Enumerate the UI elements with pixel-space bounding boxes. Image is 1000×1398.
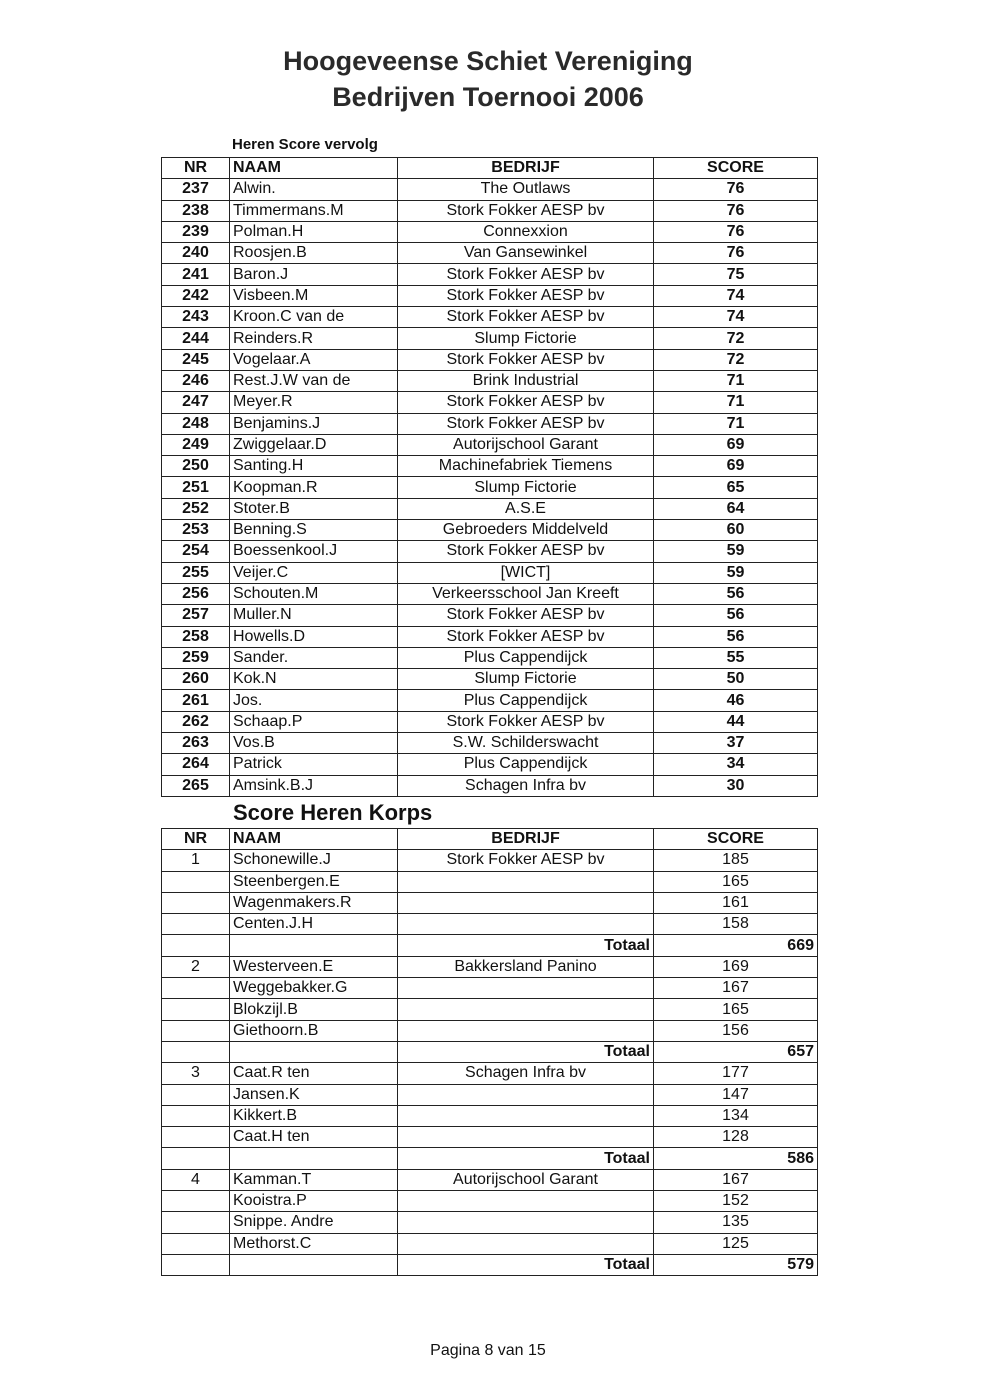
row-naam: Meyer.R xyxy=(230,392,398,413)
total-label: Totaal xyxy=(398,1148,654,1169)
row-bedrijf: Verkeersschool Jan Kreeft xyxy=(398,583,654,604)
member-naam: Blokzijl.B xyxy=(230,999,398,1020)
row-nr: 255 xyxy=(162,562,230,583)
row-nr: 261 xyxy=(162,690,230,711)
table-row xyxy=(162,669,818,690)
row-bedrijf: Stork Fokker AESP bv xyxy=(398,200,654,221)
row-naam: Muller.N xyxy=(230,605,398,626)
team-bedrijf: Autorijschool Garant xyxy=(398,1169,654,1190)
row-nr: 257 xyxy=(162,605,230,626)
row-bedrijf: Slump Fictorie xyxy=(398,477,654,498)
member-naam: Giethoorn.B xyxy=(230,1020,398,1041)
row-bedrijf: [WICT] xyxy=(398,562,654,583)
member-score: 152 xyxy=(654,1191,818,1212)
row-score: 71 xyxy=(654,413,818,434)
header-naam: NAAM xyxy=(230,829,398,850)
header-bedrijf: BEDRIJF xyxy=(398,158,654,179)
row-naam: Veijer.C xyxy=(230,562,398,583)
row-naam: Vogelaar.A xyxy=(230,349,398,370)
row-nr: 254 xyxy=(162,541,230,562)
row-nr: 259 xyxy=(162,647,230,668)
row-bedrijf: Brink Industrial xyxy=(398,370,654,391)
total-naam-empty xyxy=(230,1254,398,1275)
team-bedrijf xyxy=(398,1084,654,1105)
row-score: 72 xyxy=(654,349,818,370)
row-nr: 241 xyxy=(162,264,230,285)
table-row xyxy=(162,328,818,349)
member-score: 158 xyxy=(654,914,818,935)
row-nr: 263 xyxy=(162,733,230,754)
table-row xyxy=(162,626,818,647)
page-title: Hoogeveense Schiet Vereniging xyxy=(283,46,693,76)
row-naam: Vos.B xyxy=(230,733,398,754)
row-bedrijf: Van Gansewinkel xyxy=(398,243,654,264)
total-naam-empty xyxy=(230,1041,398,1062)
row-bedrijf: Plus Cappendijck xyxy=(398,647,654,668)
row-score: 65 xyxy=(654,477,818,498)
table-row xyxy=(162,520,818,541)
member-score: 165 xyxy=(654,999,818,1020)
team-bedrijf: Stork Fokker AESP bv xyxy=(398,850,654,871)
team-nr xyxy=(162,1191,230,1212)
member-naam: Schonewille.J xyxy=(230,850,398,871)
table-row xyxy=(162,690,818,711)
row-nr: 243 xyxy=(162,307,230,328)
team-bedrijf xyxy=(398,892,654,913)
member-naam: Caat.R ten xyxy=(230,1063,398,1084)
member-naam: Centen.J.H xyxy=(230,914,398,935)
total-nr-empty xyxy=(162,1041,230,1062)
member-naam: Snippe. Andre xyxy=(230,1212,398,1233)
team-member-row xyxy=(162,956,818,977)
total-nr-empty xyxy=(162,1148,230,1169)
row-bedrijf: Stork Fokker AESP bv xyxy=(398,285,654,306)
row-bedrijf: Slump Fictorie xyxy=(398,328,654,349)
team-member-row xyxy=(162,1063,818,1084)
table-row xyxy=(162,179,818,200)
row-score: 75 xyxy=(654,264,818,285)
row-naam: Benjamins.J xyxy=(230,413,398,434)
row-naam: Benning.S xyxy=(230,520,398,541)
row-score: 59 xyxy=(654,562,818,583)
header-score: SCORE xyxy=(654,829,818,850)
team-member-row xyxy=(162,1233,818,1254)
team-bedrijf xyxy=(398,1105,654,1126)
row-naam: Rest.J.W van de xyxy=(230,370,398,391)
row-bedrijf: Plus Cappendijck xyxy=(398,754,654,775)
table-row xyxy=(162,434,818,455)
table-row xyxy=(162,775,818,796)
row-score: 71 xyxy=(654,370,818,391)
row-naam: Reinders.R xyxy=(230,328,398,349)
row-score: 50 xyxy=(654,669,818,690)
row-naam: Visbeen.M xyxy=(230,285,398,306)
total-nr-empty xyxy=(162,1254,230,1275)
team-member-row xyxy=(162,1212,818,1233)
row-naam: Sander. xyxy=(230,647,398,668)
total-value: 669 xyxy=(654,935,818,956)
row-nr: 262 xyxy=(162,711,230,732)
table-row xyxy=(162,349,818,370)
team-total-row xyxy=(162,935,818,956)
member-naam: Kooistra.P xyxy=(230,1191,398,1212)
row-naam: Koopman.R xyxy=(230,477,398,498)
section-title-heren-score: Heren Score vervolg xyxy=(232,136,378,153)
header-bedrijf: BEDRIJF xyxy=(398,829,654,850)
team-total-row xyxy=(162,1254,818,1275)
row-naam: Stoter.B xyxy=(230,498,398,519)
team-member-row xyxy=(162,1169,818,1190)
row-nr: 253 xyxy=(162,520,230,541)
row-bedrijf: Stork Fokker AESP bv xyxy=(398,307,654,328)
member-score: 167 xyxy=(654,978,818,999)
row-naam: Timmermans.M xyxy=(230,200,398,221)
team-nr xyxy=(162,999,230,1020)
total-nr-empty xyxy=(162,935,230,956)
table-row xyxy=(162,307,818,328)
row-nr: 249 xyxy=(162,434,230,455)
team-member-row xyxy=(162,1127,818,1148)
row-score: 72 xyxy=(654,328,818,349)
row-score: 64 xyxy=(654,498,818,519)
table-row xyxy=(162,392,818,413)
table-header-row xyxy=(162,829,818,850)
row-naam: Patrick xyxy=(230,754,398,775)
header-score: SCORE xyxy=(654,158,818,179)
row-score: 60 xyxy=(654,520,818,541)
row-score: 76 xyxy=(654,243,818,264)
row-score: 44 xyxy=(654,711,818,732)
row-bedrijf: Stork Fokker AESP bv xyxy=(398,541,654,562)
table-row xyxy=(162,477,818,498)
table-row xyxy=(162,200,818,221)
page-footer: Pagina 8 van 15 xyxy=(430,1342,546,1359)
row-bedrijf: S.W. Schilderswacht xyxy=(398,733,654,754)
row-score: 34 xyxy=(654,754,818,775)
row-naam: Polman.H xyxy=(230,221,398,242)
member-naam: Steenbergen.E xyxy=(230,871,398,892)
row-score: 56 xyxy=(654,626,818,647)
row-naam: Schouten.M xyxy=(230,583,398,604)
header-nr: NR xyxy=(162,829,230,850)
row-score: 55 xyxy=(654,647,818,668)
table-row xyxy=(162,754,818,775)
row-nr: 244 xyxy=(162,328,230,349)
row-score: 76 xyxy=(654,221,818,242)
table-row xyxy=(162,285,818,306)
table-row xyxy=(162,243,818,264)
row-bedrijf: Gebroeders Middelveld xyxy=(398,520,654,541)
row-nr: 237 xyxy=(162,179,230,200)
korps-score-table xyxy=(161,828,818,1276)
row-score: 69 xyxy=(654,456,818,477)
row-score: 30 xyxy=(654,775,818,796)
team-nr xyxy=(162,1084,230,1105)
row-bedrijf: Autorijschool Garant xyxy=(398,434,654,455)
team-member-row xyxy=(162,1084,818,1105)
total-value: 586 xyxy=(654,1148,818,1169)
row-nr: 246 xyxy=(162,370,230,391)
member-score: 156 xyxy=(654,1020,818,1041)
team-bedrijf xyxy=(398,1212,654,1233)
total-value: 657 xyxy=(654,1041,818,1062)
row-bedrijf: Stork Fokker AESP bv xyxy=(398,392,654,413)
row-score: 37 xyxy=(654,733,818,754)
row-bedrijf: Stork Fokker AESP bv xyxy=(398,413,654,434)
row-naam: Baron.J xyxy=(230,264,398,285)
row-score: 69 xyxy=(654,434,818,455)
team-nr xyxy=(162,1212,230,1233)
row-naam: Amsink.B.J xyxy=(230,775,398,796)
total-label: Totaal xyxy=(398,935,654,956)
row-score: 56 xyxy=(654,605,818,626)
table-row xyxy=(162,647,818,668)
team-nr: 3 xyxy=(162,1063,230,1084)
team-total-row xyxy=(162,1148,818,1169)
row-naam: Howells.D xyxy=(230,626,398,647)
team-bedrijf xyxy=(398,999,654,1020)
row-bedrijf: Machinefabriek Tiemens xyxy=(398,456,654,477)
row-nr: 245 xyxy=(162,349,230,370)
member-naam: Kikkert.B xyxy=(230,1105,398,1126)
team-bedrijf: Bakkersland Panino xyxy=(398,956,654,977)
row-nr: 252 xyxy=(162,498,230,519)
team-member-row xyxy=(162,850,818,871)
team-nr xyxy=(162,1233,230,1254)
row-bedrijf: The Outlaws xyxy=(398,179,654,200)
team-nr xyxy=(162,1020,230,1041)
team-nr xyxy=(162,1105,230,1126)
team-member-row xyxy=(162,1105,818,1126)
row-naam: Alwin. xyxy=(230,179,398,200)
row-nr: 260 xyxy=(162,669,230,690)
row-naam: Jos. xyxy=(230,690,398,711)
row-nr: 247 xyxy=(162,392,230,413)
row-naam: Boessenkool.J xyxy=(230,541,398,562)
team-member-row xyxy=(162,999,818,1020)
row-score: 46 xyxy=(654,690,818,711)
member-naam: Caat.H ten xyxy=(230,1127,398,1148)
team-nr: 4 xyxy=(162,1169,230,1190)
team-nr xyxy=(162,914,230,935)
row-nr: 242 xyxy=(162,285,230,306)
total-naam-empty xyxy=(230,935,398,956)
team-bedrijf xyxy=(398,1020,654,1041)
member-naam: Westerveen.E xyxy=(230,956,398,977)
member-naam: Jansen.K xyxy=(230,1084,398,1105)
team-bedrijf: Schagen Infra bv xyxy=(398,1063,654,1084)
table-row xyxy=(162,605,818,626)
table-row xyxy=(162,711,818,732)
member-score: 125 xyxy=(654,1233,818,1254)
row-naam: Zwiggelaar.D xyxy=(230,434,398,455)
table-row xyxy=(162,221,818,242)
table-row xyxy=(162,583,818,604)
member-score: 161 xyxy=(654,892,818,913)
row-nr: 248 xyxy=(162,413,230,434)
team-bedrijf xyxy=(398,978,654,999)
total-label: Totaal xyxy=(398,1041,654,1062)
row-naam: Kok.N xyxy=(230,669,398,690)
header-nr: NR xyxy=(162,158,230,179)
member-naam: Weggebakker.G xyxy=(230,978,398,999)
row-nr: 250 xyxy=(162,456,230,477)
table-row xyxy=(162,456,818,477)
member-score: 147 xyxy=(654,1084,818,1105)
member-score: 134 xyxy=(654,1105,818,1126)
row-nr: 256 xyxy=(162,583,230,604)
team-member-row xyxy=(162,1191,818,1212)
row-bedrijf: Stork Fokker AESP bv xyxy=(398,711,654,732)
row-naam: Roosjen.B xyxy=(230,243,398,264)
team-nr xyxy=(162,1127,230,1148)
row-bedrijf: Stork Fokker AESP bv xyxy=(398,605,654,626)
heren-score-table xyxy=(161,157,818,797)
team-total-row xyxy=(162,1041,818,1062)
row-nr: 251 xyxy=(162,477,230,498)
row-bedrijf: Stork Fokker AESP bv xyxy=(398,626,654,647)
table-row xyxy=(162,370,818,391)
table-row xyxy=(162,498,818,519)
table-header-row xyxy=(162,158,818,179)
row-score: 76 xyxy=(654,200,818,221)
member-naam: Methorst.C xyxy=(230,1233,398,1254)
team-bedrijf xyxy=(398,1191,654,1212)
row-score: 76 xyxy=(654,179,818,200)
row-score: 59 xyxy=(654,541,818,562)
member-score: 167 xyxy=(654,1169,818,1190)
team-nr xyxy=(162,978,230,999)
table-row xyxy=(162,264,818,285)
row-nr: 239 xyxy=(162,221,230,242)
team-member-row xyxy=(162,871,818,892)
team-bedrijf xyxy=(398,1233,654,1254)
member-score: 165 xyxy=(654,871,818,892)
section-title-korps: Score Heren Korps xyxy=(233,800,433,825)
row-nr: 258 xyxy=(162,626,230,647)
member-score: 169 xyxy=(654,956,818,977)
row-naam: Schaap.P xyxy=(230,711,398,732)
team-nr: 2 xyxy=(162,956,230,977)
member-score: 185 xyxy=(654,850,818,871)
team-bedrijf xyxy=(398,1127,654,1148)
row-bedrijf: Stork Fokker AESP bv xyxy=(398,349,654,370)
total-naam-empty xyxy=(230,1148,398,1169)
header-naam: NAAM xyxy=(230,158,398,179)
row-score: 74 xyxy=(654,285,818,306)
team-nr: 1 xyxy=(162,850,230,871)
total-value: 579 xyxy=(654,1254,818,1275)
row-naam: Kroon.C van de xyxy=(230,307,398,328)
row-score: 56 xyxy=(654,583,818,604)
row-bedrijf: Plus Cappendijck xyxy=(398,690,654,711)
table-row xyxy=(162,413,818,434)
row-nr: 264 xyxy=(162,754,230,775)
row-bedrijf: Stork Fokker AESP bv xyxy=(398,264,654,285)
member-naam: Kamman.T xyxy=(230,1169,398,1190)
member-score: 177 xyxy=(654,1063,818,1084)
team-member-row xyxy=(162,892,818,913)
team-member-row xyxy=(162,914,818,935)
row-naam: Santing.H xyxy=(230,456,398,477)
table-row xyxy=(162,541,818,562)
row-nr: 265 xyxy=(162,775,230,796)
row-score: 74 xyxy=(654,307,818,328)
row-bedrijf: Schagen Infra bv xyxy=(398,775,654,796)
page-subtitle: Bedrijven Toernooi 2006 xyxy=(332,82,644,112)
member-score: 135 xyxy=(654,1212,818,1233)
team-member-row xyxy=(162,1020,818,1041)
row-score: 71 xyxy=(654,392,818,413)
team-member-row xyxy=(162,978,818,999)
team-bedrijf xyxy=(398,914,654,935)
table-row xyxy=(162,733,818,754)
total-label: Totaal xyxy=(398,1254,654,1275)
row-nr: 240 xyxy=(162,243,230,264)
row-bedrijf: A.S.E xyxy=(398,498,654,519)
team-nr xyxy=(162,871,230,892)
row-bedrijf: Connexxion xyxy=(398,221,654,242)
table-row xyxy=(162,562,818,583)
member-naam: Wagenmakers.R xyxy=(230,892,398,913)
member-score: 128 xyxy=(654,1127,818,1148)
team-nr xyxy=(162,892,230,913)
row-nr: 238 xyxy=(162,200,230,221)
team-bedrijf xyxy=(398,871,654,892)
row-bedrijf: Slump Fictorie xyxy=(398,669,654,690)
